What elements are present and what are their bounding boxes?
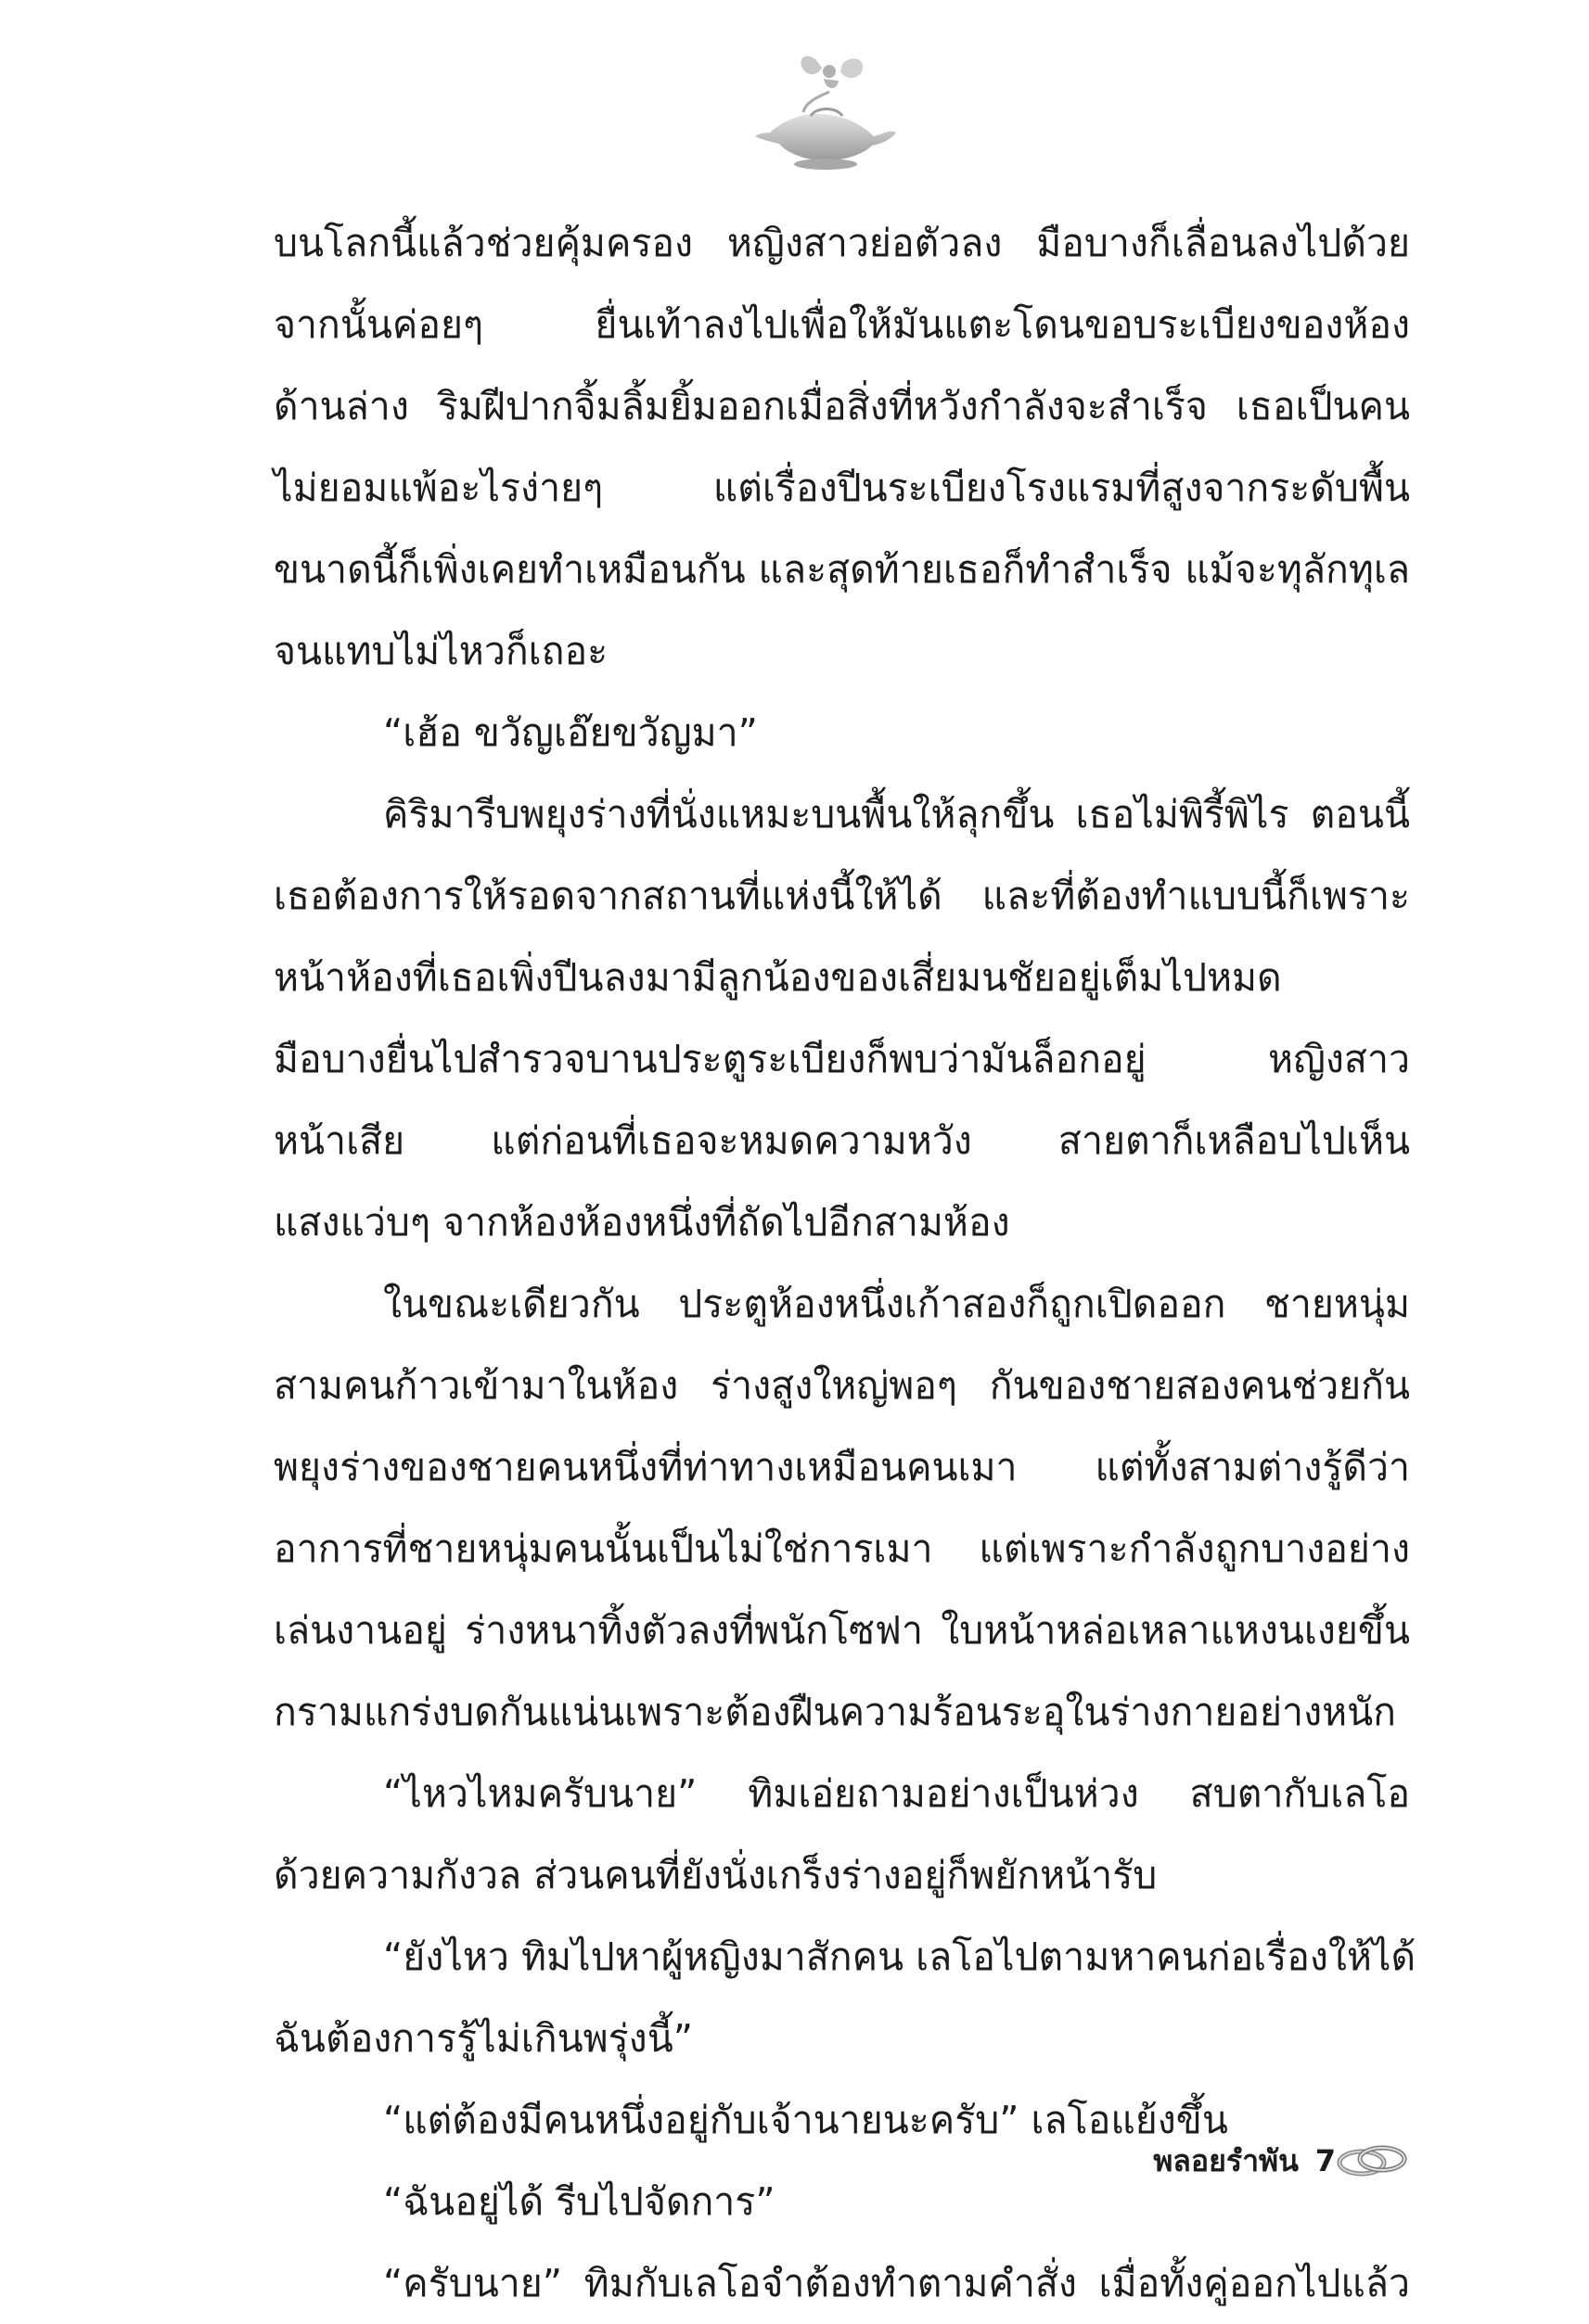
footer-book-title: พลอยรำพัน	[1153, 2143, 1299, 2178]
page-number: 7	[1314, 2143, 1336, 2178]
text-line: คิริมารีบพยุงร่างที่นั่งแหมะบนพื้นให้ลุกขึ้น เธอไม่พิรี้พิไร ตอนนี้	[383, 792, 1410, 836]
text-line: ด้วยความกังวล ส่วนคนที่ยังนั่งเกร็งร่างอยู่ก็พยักหน้ารับ	[274, 1853, 1158, 1897]
text-line: ในขณะเดียวกัน ประตูห้องหนึ่งเก้าสองก็ถูกเปิดออก ชายหนุ่ม	[383, 1282, 1410, 1326]
text-line: ด้านล่าง ริมฝีปากจิ้มลิ้มยิ้มออกเมื่อสิ่งที่หวังกำลังจะสำเร็จ เธอเป็นคน	[274, 384, 1410, 428]
text-line: เล่นงานอยู่ ร่างหนาทิ้งตัวลงที่พนักโซฟา ใบหน้าหล่อเหลาแหงนเงยขึ้น	[274, 1608, 1410, 1653]
text-line: จากนั้นค่อยๆ ยื่นเท้าลงไปเพื่อให้มันแตะโดนขอบระเบียงของห้อง	[274, 302, 1410, 347]
text-line: บนโลกนี้แล้วช่วยคุ้มครอง หญิงสาวย่อตัวลง มือบางก็เลื่อนลงไปด้วย	[274, 221, 1410, 265]
text-line: หน้าเสีย แต่ก่อนที่เธอจะหมดความหวัง สายตาก็เหลือบไปเห็น	[274, 1118, 1410, 1163]
text-line: จนแทบไม่ไหวก็เถอะ	[274, 629, 609, 673]
wedding-rings-icon	[1336, 2142, 1408, 2179]
text-line: สามคนก้าวเข้ามาในห้อง ร่างสูงใหญ่พอๆ กันของชายสองคนช่วยกัน	[274, 1363, 1410, 1408]
text-line: “ยังไหว ทิมไปหาผู้หญิงมาสักคน เลโอไปตามหาคนก่อเรื่องให้ได้	[383, 1935, 1416, 1979]
genie-lamp-emblem-icon	[751, 51, 900, 172]
text-line: หน้าห้องที่เธอเพิ่งปีนลงมามีลูกน้องของเสี่ยมนชัยอยู่เต็มไปหมด	[274, 955, 1282, 1000]
text-line: ไม่ยอมแพ้อะไรง่ายๆ แต่เรื่องปีนระเบียงโรงแรมที่สูงจากระดับพื้น	[274, 466, 1410, 510]
text-line: “ไหวไหมครับนาย” ทิมเอ่ยถามอย่างเป็นห่วง สบตากับเลโอ	[383, 1771, 1410, 1816]
text-line: แสงแว่บๆ จากห้องห้องหนึ่งที่ถัดไปอีกสามห้อง	[274, 1200, 1010, 1245]
text-line: เธอต้องการให้รอดจากสถานที่แห่งนี้ให้ได้ และที่ต้องทำแบบนี้ก็เพราะ	[274, 874, 1410, 918]
text-line: อาการที่ชายหนุ่มคนนั้นเป็นไม่ใช่การเมา แต่เพราะกำลังถูกบางอย่าง	[274, 1526, 1410, 1571]
text-line: ขนาดนี้ก็เพิ่งเคยทำเหมือนกัน และสุดท้ายเธอก็ทำสำเร็จ แม้จะทุลักทุเล	[274, 547, 1410, 592]
text-line: มือบางยื่นไปสำรวจบานประตูระเบียงก็พบว่ามันล็อกอยู่ หญิงสาว	[274, 1037, 1410, 1081]
text-line: “เฮ้อ ขวัญเอ๊ยขวัญมา”	[383, 710, 758, 755]
text-line: พยุงร่างของชายคนหนึ่งที่ท่าทางเหมือนคนเมา แต่ทั้งสามต่างรู้ดีว่า	[274, 1445, 1410, 1489]
text-line: “ครับนาย” ทิมกับเลโอจำต้องทำตามคำสั่ง เมื่อทั้งคู่ออกไปแล้ว	[383, 2261, 1410, 2305]
text-line: กรามแกร่งบดกันแน่นเพราะต้องฝืนความร้อนระอุในร่างกายอย่างหนัก	[274, 1690, 1396, 1734]
text-line: “ฉันอยู่ได้ รีบไปจัดการ”	[383, 2179, 775, 2224]
text-line: ฉันต้องการรู้ไม่เกินพรุ่งนี้”	[274, 2016, 693, 2061]
text-line: “แต่ต้องมีคนหนึ่งอยู่กับเจ้านายนะครับ” เลโอแย้งขึ้น	[383, 2098, 1228, 2142]
